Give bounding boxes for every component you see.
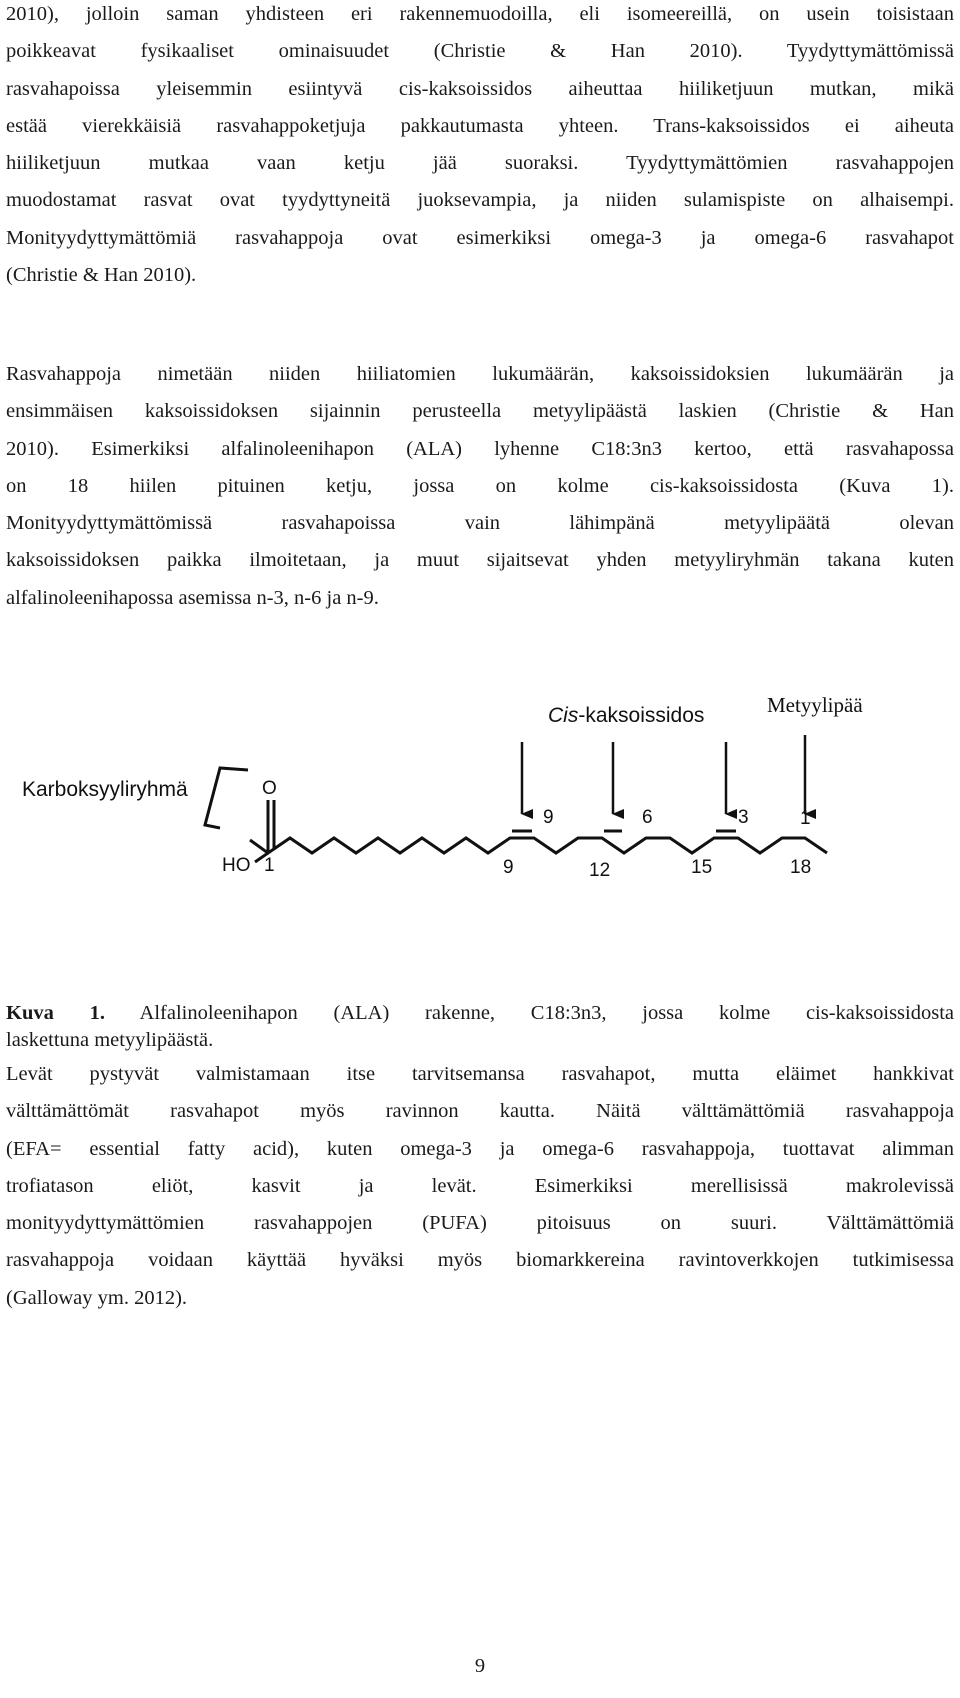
text-line: rasvahappoja voidaan käyttää hyväksi myös biomarkkereina ravintoverkkojen tutkimisessa xyxy=(6,1249,954,1272)
caption-text: Alfalinoleenihapon (ALA) rakenne, C18:3n3, jossa kolme cis-kaksoissidosta xyxy=(104,1002,954,1024)
text-line: 2010), jolloin saman yhdisteen eri rakennemuodoilla, eli isomeereillä, on usein toisistaan xyxy=(6,3,954,25)
figure-caption xyxy=(6,1000,954,1054)
text-line: 2010). Esimerkiksi alfalinoleenihapon (ALA) lyhenne C18:3n3 kertoo, että rasvahapossa xyxy=(6,437,954,460)
caption-label: Kuva 1. xyxy=(6,1002,105,1024)
carboxyl-bracket xyxy=(205,768,248,828)
caption-line xyxy=(6,1000,954,1027)
text-line: Monityydyttymättömissä rasvahapoissa vain lähimpänä metyylipäätä olevan xyxy=(6,512,954,535)
text-line: estää vierekkäisiä rasvahappoketjuja pakkautumasta yhteen. Trans-kaksoissidos ei aiheuta xyxy=(6,114,954,137)
number-bottom: 1 xyxy=(264,855,275,876)
text-line: monityydyttymättömien rasvahappojen (PUFA) pitoisuus on suuri. Välttämättömiä xyxy=(6,1212,954,1235)
number-bottom: 15 xyxy=(691,857,713,878)
text-line: muodostamat rasvat ovat tyydyttyneitä juoksevampia, ja niiden sulamispiste on alhaisempi. xyxy=(6,189,954,212)
text-line: kaksoissidoksen paikka ilmoitetaan, ja muut sijaitsevat yhden metyyliryhmän takana kuten xyxy=(6,549,954,572)
text-line: Rasvahappoja nimetään niiden hiiliatomien lukumäärän, kaksoissidoksien lukumäärän ja xyxy=(6,363,954,385)
paragraph-naming xyxy=(6,356,954,617)
number-top: 1 xyxy=(800,808,811,829)
atom-ho: HO xyxy=(222,855,251,876)
text-line: (Galloway ym. 2012). xyxy=(6,1286,188,1309)
text-line: on 18 hiilen pituinen ketju, jossa on kolme cis-kaksoissidosta (Kuva 1). xyxy=(6,474,954,497)
figure-ala-structure xyxy=(0,690,960,960)
label-carboxyl: Karboksyyliryhmä xyxy=(22,778,188,801)
text-line: trofiatason eliöt, kasvit ja levät. Esimerkiksi merellisissä makrolevissä xyxy=(6,1174,954,1197)
number-bottom: 12 xyxy=(589,860,611,881)
page-number: 9 xyxy=(474,1655,486,1677)
label-methyl-end: Metyylipää xyxy=(767,693,863,717)
text-line: Monityydyttymättömiä rasvahappoja ovat esimerkiksi omega-3 ja omega-6 rasvahapot xyxy=(6,226,954,249)
number-top: 3 xyxy=(738,807,749,828)
label-cis-double-bond: Cis-kaksoissidos xyxy=(548,704,705,727)
text-line: alfalinoleenihapossa asemissa n-3, n-6 ja n-9. xyxy=(6,586,379,609)
number-top: 6 xyxy=(642,807,653,828)
text-line: (Christie & Han 2010). xyxy=(6,264,197,287)
text-line: välttämättömät rasvahapot myös ravinnon kautta. Näitä välttämättömiä rasvahappoja xyxy=(6,1100,954,1123)
caption-line: laskettuna metyylipäästä. xyxy=(6,1029,214,1051)
paragraph-efa xyxy=(6,1056,954,1317)
number-top: 9 xyxy=(543,807,554,828)
number-bottom: 9 xyxy=(503,857,514,878)
text-line: Levät pystyvät valmistamaan itse tarvitsemansa rasvahapot, mutta eläimet hankkivat xyxy=(6,1063,954,1085)
text-line: (EFA= essential fatty acid), kuten omega-3 ja omega-6 rasvahappoja, tuottavat alimman xyxy=(6,1137,954,1160)
text-line: rasvahapoissa yleisemmin esiintyvä cis-kaksoissidos aiheuttaa hiiliketjuun mutkan, mikä xyxy=(6,77,954,100)
number-bottom: 18 xyxy=(790,857,812,878)
text-line: ensimmäisen kaksoissidoksen sijainnin perusteella metyylipäästä laskien (Christie & Han xyxy=(6,400,954,423)
paragraph-isomers xyxy=(6,0,954,294)
ala-structure-diagram xyxy=(0,690,960,960)
atom-oxygen: O xyxy=(262,778,277,799)
carbon-chain xyxy=(250,838,827,853)
text-line: hiiliketjuun mutkaa vaan ketju jää suoraksi. Tyydyttymättömien rasvahappojen xyxy=(6,152,954,175)
text-line: poikkeavat fysikaaliset ominaisuudet (Christie & Han 2010). Tyydyttymättömissä xyxy=(6,40,954,63)
